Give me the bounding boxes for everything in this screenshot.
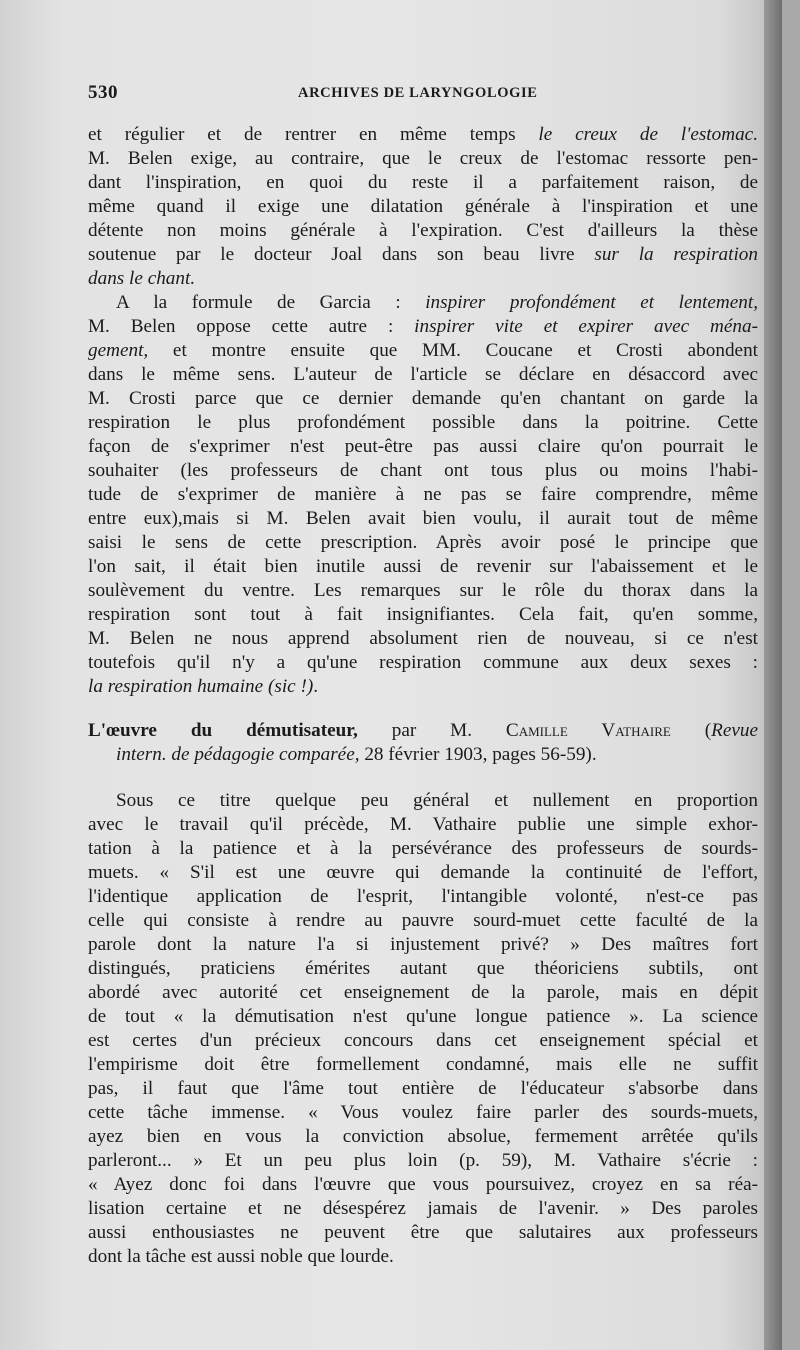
text-line: soulèvement du ventre. Les remarques sur le rôle du thorax dans la [88, 580, 758, 601]
text-line: dant l'inspiration, en quoi du reste il a parfaitement raison, de [88, 172, 758, 193]
paragraph-1 [88, 123, 758, 291]
page-header [88, 82, 756, 108]
text-line: et régulier et de rentrer en même temps le creux de l'estomac. [88, 124, 758, 145]
text-line: soutenue par le docteur Joal dans son beau livre sur la respiration [88, 244, 758, 265]
page-body [88, 123, 758, 1269]
text-line: parole dont la nature l'a si injustement privé? » Des maîtres fort [88, 934, 758, 955]
paragraph-3 [88, 789, 758, 1269]
text-line: M. Belen oppose cette autre : inspirer vite et expirer avec ména- [88, 316, 758, 337]
text-line: parleront... » Et un peu plus loin (p. 59), M. Vathaire s'écrie : [88, 1150, 758, 1171]
text-line: intern. de pédagogie comparée, 28 février 1903, pages 56-59). [116, 744, 597, 765]
text-line: celle qui consiste à rendre au pauvre sourd-muet cette faculté de la [88, 910, 758, 931]
text-line: L'œuvre du démutisateur, par M. Camille Vathaire (Revue [88, 720, 759, 741]
section-title: L'œuvre du démutisateur, [88, 720, 358, 741]
text-line: aussi enthousiastes ne peuvent être que salutaires aux professeurs [88, 1222, 758, 1243]
text-line: l'empirisme doit être formellement condamné, mais elle ne suffit [88, 1054, 758, 1075]
text-line: cette tâche immense. « Vous voulez faire parler des sourds-muets, [88, 1102, 758, 1123]
section-heading [88, 719, 758, 767]
page-number: 530 [88, 82, 118, 103]
text-line: dont la tâche est aussi noble que lourde. [88, 1246, 394, 1267]
text-line: tation à la patience et à la persévérance des professeurs de sourds- [88, 838, 758, 859]
text-line: M. Crosti parce que ce dernier demande qu'en chantant on garde la [88, 388, 758, 409]
author-name: Camille Vathaire [505, 720, 671, 741]
text-line: l'on sait, il était bien inutile aussi de revenir sur l'abaissement et le [88, 556, 758, 577]
text-line: gement, et montre ensuite que MM. Coucane et Crosti abondent [88, 340, 758, 361]
text-line: détente non moins générale à l'expiration. C'est d'ailleurs la thèse [88, 220, 758, 241]
text-line: pas, il faut que l'âme tout entière de l'éducateur s'absorbe dans [88, 1078, 758, 1099]
text-line: de tout « la démutisation n'est qu'une longue patience ». La science [88, 1006, 758, 1027]
spacer [88, 767, 758, 789]
text-line: ayez bien en vous la conviction absolue, fermement arrêtée qu'ils [88, 1126, 758, 1147]
text-line: toutefois qu'il n'y a qu'une respiration commune aux deux sexes : [88, 652, 758, 673]
text-line: façon de s'exprimer n'est peut-être pas aussi claire qu'on pourrait le [88, 436, 758, 457]
text-line: dans le chant. [88, 268, 196, 289]
text-line: même quand il exige une dilatation générale à l'inspiration et une [88, 196, 758, 217]
text-line: lisation certaine et ne désespérez jamais de l'avenir. » Des paroles [88, 1198, 758, 1219]
page-edge-shadow [764, 0, 782, 1350]
text-line: M. Belen exige, au contraire, que le creux de l'estomac ressorte pen- [88, 148, 758, 169]
text-line: entre eux),mais si M. Belen avait bien voulu, il aurait tout de même [88, 508, 758, 529]
text-line: « Ayez donc foi dans l'œuvre que vous poursuivez, croyez en sa réa- [88, 1174, 758, 1195]
text-line: avec le travail qu'il précède, M. Vathaire publie une simple exhor- [88, 814, 758, 835]
text-line: Sous ce titre quelque peu général et nullement en proportion [116, 790, 758, 811]
text-line: saisi le sens de cette prescription. Après avoir posé le principe que [88, 532, 758, 553]
text-line: l'identique application de l'esprit, l'intangible volonté, n'est-ce pas [88, 886, 758, 907]
spacer [88, 699, 758, 719]
text-line: dans le même sens. L'auteur de l'article se déclare en désaccord avec [88, 364, 758, 385]
text-line: respiration sont tout à fait insignifiantes. Cela fait, qu'en somme, [88, 604, 758, 625]
text-line: muets. « S'il est une œuvre qui demande la continuité de l'effort, [88, 862, 758, 883]
running-head: ARCHIVES DE LARYNGOLOGIE [298, 85, 538, 101]
paragraph-2 [88, 291, 758, 699]
text-line: respiration le plus profondément possible dans la poitrine. Cette [88, 412, 758, 433]
text-line: M. Belen ne nous apprend absolument rien de nouveau, si ce n'est [88, 628, 758, 649]
text-line: A la formule de Garcia : inspirer profondément et lentement, [116, 292, 759, 313]
text-line: la respiration humaine (sic !). [88, 676, 319, 697]
text-line: abordé avec autorité cet enseignement de la parole, mais en dépit [88, 982, 758, 1003]
text-line: distingués, praticiens émérites autant que théoriciens subtils, ont [88, 958, 758, 979]
text-line: est certes d'un précieux concours dans cet enseignement spécial et [88, 1030, 758, 1051]
text-line: tude de s'exprimer de manière à ne pas se faire comprendre, même [88, 484, 758, 505]
text-line: souhaiter (les professeurs de chant ont tous plus ou moins l'habi- [88, 460, 758, 481]
